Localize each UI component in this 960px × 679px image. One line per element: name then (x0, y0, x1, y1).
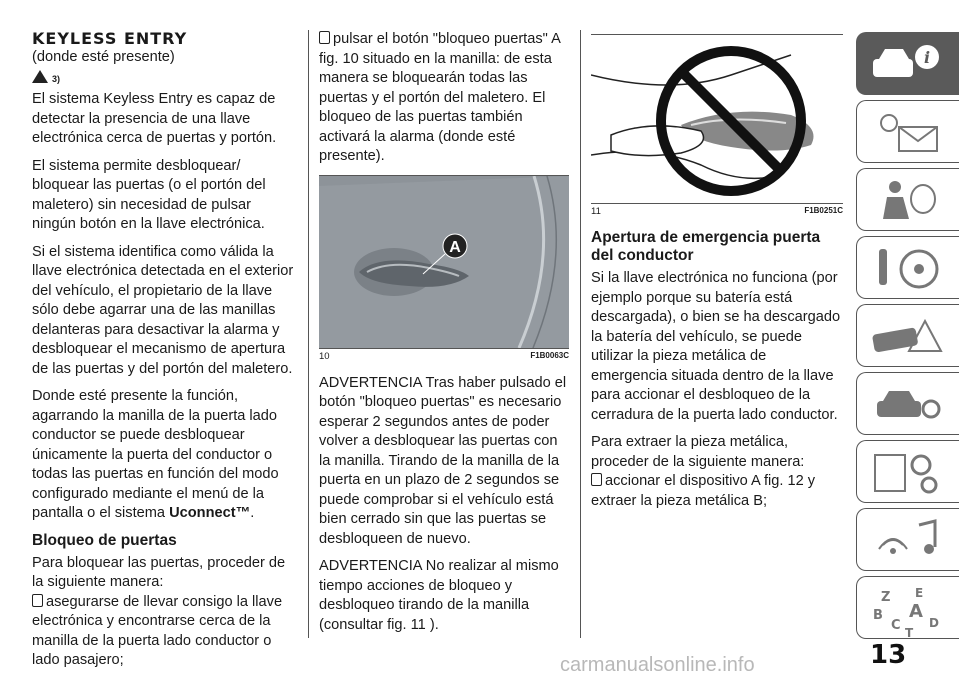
technical-data-icon (869, 447, 949, 497)
tab-car-info[interactable] (856, 32, 959, 95)
index-letter: B (873, 608, 883, 623)
paragraph-end: . (250, 505, 255, 521)
section-title: KEYLESS ENTRY (32, 29, 188, 48)
watermark: carmanualsonline.info (560, 654, 755, 676)
door-handle-illustration (319, 176, 569, 348)
tab-maintenance[interactable] (856, 372, 959, 435)
paragraph: El sistema permite desbloquear/ bloquear las puertas (o el portón del maletero) sin necesidad de pulsar ningún botón en la llave electrónica. (32, 157, 266, 232)
column-divider (580, 30, 581, 638)
section-subtitle: (donde esté presente) (32, 49, 175, 65)
index-icon (869, 583, 949, 637)
figure-10 (319, 175, 569, 349)
column-1 (32, 30, 298, 679)
paragraph: El sistema Keyless Entry es capaz de detectar la presencia de una llave electrónica cerca de puertas y portón. (32, 91, 277, 146)
emergency-icon (869, 311, 949, 361)
figure-caption (591, 206, 843, 217)
paragraph (32, 387, 298, 524)
safety-airbag-icon (869, 175, 949, 225)
bullet-item (319, 30, 569, 167)
tab-index[interactable] (856, 576, 959, 639)
maintenance-icon (869, 379, 949, 429)
uconnect-label: Uconnect™ (169, 505, 251, 521)
bullet-text: pulsar el botón "bloqueo puertas" A fig. 10 situado en la manilla: de esta manera se bloquearán todas las puertas y el portón del maletero. El bloqueo de las puertas también activará la alarma (donde esté presente). (319, 31, 561, 164)
warning-ref-number: 3) (52, 74, 61, 84)
page-number: 13 (870, 640, 907, 670)
warning-paragraph: ADVERTENCIA No realizar al mismo tiempo acciones de bloqueo y desbloqueo tirando de la manilla (consultar fig. 11 ). (319, 558, 559, 633)
bullet-box-icon (32, 594, 43, 607)
tab-emergency[interactable] (856, 304, 959, 367)
no-pull-handle-illustration (591, 35, 843, 203)
figure-number: 11 (591, 206, 601, 217)
column-divider (308, 30, 309, 638)
index-letter: Z (881, 590, 891, 605)
starting-driving-icon (869, 243, 949, 293)
bullet-text: asegurarse de llevar consigo la llave electrónica y encontrarse cerca de la manilla de la puerta lado conductor o lado pasajero; (32, 593, 283, 668)
warning-paragraph: ADVERTENCIA Tras haber pulsado el botón "bloqueo puertas" es necesario esperar 2 segundos antes de poder volver a desbloquear las puertas con la manilla. Tirando de la manilla de la puerta en un plazo de 2 segundos se puede comprobar si el vehículo está bien cerrado sin que las puertas se desbloqueen de nuevo. (319, 374, 567, 547)
figure-code: F1B0063C (530, 350, 569, 360)
index-letter: D (929, 616, 939, 630)
paragraph: Para extraer la pieza metálica, proceder de la siguiente manera: (591, 434, 805, 470)
tab-multimedia[interactable] (856, 508, 959, 571)
index-letter: C (891, 618, 901, 633)
figure-callout-a: A (449, 238, 461, 256)
paragraph-text: Donde esté presente la función, agarrando la manilla de la puerta lado conductor se puede desbloquear únicamente la puerta del conductor o todas las puertas en función del modo configurado mediante el menú de la pantalla o el sistema (32, 388, 279, 521)
tab-warning-lights[interactable] (856, 100, 959, 163)
warning-lights-icon (869, 107, 949, 157)
bullet-box-icon (319, 31, 330, 44)
subheading: Bloqueo de puertas (32, 531, 177, 549)
svg-text:i: i (923, 48, 931, 67)
paragraph: Si la llave electrónica no funciona (por ejemplo porque su batería está descargada), o bien se ha descargado la batería del vehículo, se puede utilizar la pieza metálica de emergencia situada dentro de la llave para accionar el desbloqueo de la cerradura de la puerta lado conductor. (591, 270, 841, 423)
index-letter: E (915, 586, 924, 600)
paragraph: Para bloquear las puertas, proceder de la siguiente manera: (32, 554, 286, 590)
subheading: Apertura de emergencia puerta del conductor (591, 229, 821, 264)
index-letter: T (905, 626, 914, 637)
index-letter: A (909, 601, 923, 622)
warning-reference (32, 70, 298, 84)
figure-number: 10 (319, 350, 330, 362)
bullet-box-icon (591, 473, 602, 486)
column-3 (591, 30, 843, 519)
multimedia-icon (869, 515, 949, 565)
paragraph: Si el sistema identifica como válida la llave electrónica detectada en el exterior del vehículo, el propietario de la llave sólo debe agarrar una de las manillas delanteras para desactivar la alarma y desbloquear el mecanismo de apertura de las puertas y del portón del maletero. (32, 243, 294, 377)
figure-code: F1B0251C (804, 206, 843, 215)
car-info-icon (869, 39, 949, 89)
figure-11 (591, 34, 843, 204)
warning-triangle-icon (32, 70, 48, 83)
tab-technical-data[interactable] (856, 440, 959, 503)
column-2 (319, 30, 569, 643)
bullet-item (591, 472, 843, 511)
bullet-text: accionar el dispositivo A fig. 12 y extraer la pieza metálica B; (591, 473, 816, 509)
figure-caption (319, 351, 569, 362)
bullet-item (32, 593, 298, 671)
tab-starting-driving[interactable] (856, 236, 959, 299)
tab-safety[interactable] (856, 168, 959, 231)
